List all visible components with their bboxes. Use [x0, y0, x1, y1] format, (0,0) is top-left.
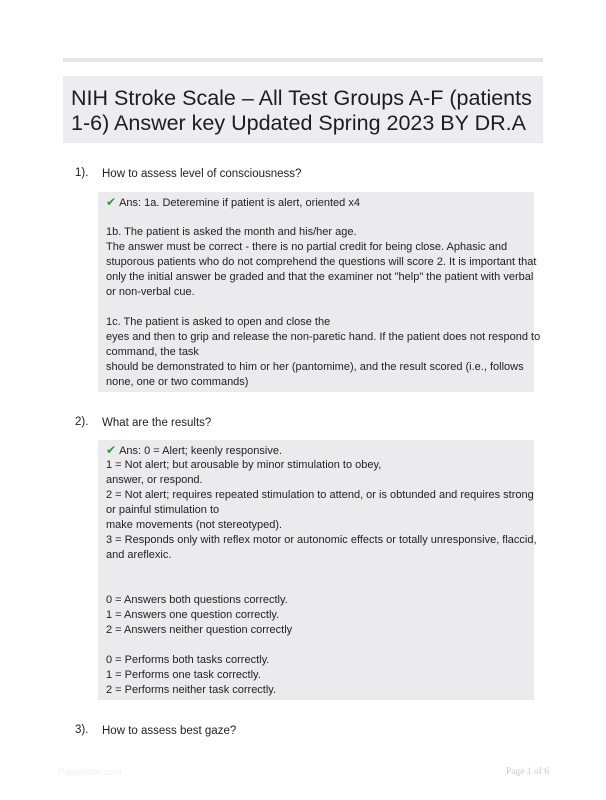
answer-line: eyes and then to grip and release the non-paretic hand. If the patient does not respond to: [106, 331, 541, 343]
answer-line: or painful stimulation to: [106, 504, 220, 516]
answer-line: ✔ Ans: 0 = Alert; keenly responsive.: [106, 443, 283, 457]
answer-box: [98, 440, 537, 700]
question-number: 2).: [75, 416, 89, 428]
page-number: Page 1 of 6: [506, 767, 550, 777]
question-text: What are the results?: [102, 417, 212, 429]
answer-line: The answer must be correct - there is no partial credit for being close. Aphasic and: [106, 241, 508, 253]
answer-line: 2 = Answers neither question correctly: [106, 624, 293, 636]
answer-line: and areflexic.: [106, 549, 172, 561]
answer-line: 1 = Performs one task correctly.: [106, 669, 261, 681]
answer-line: 1 = Answers one question correctly.: [106, 609, 280, 621]
answer-line: ✔ Ans: 1a. Deteremine if patient is alert, oriented x4: [106, 195, 360, 209]
question-text: How to assess best gaze?: [102, 725, 237, 737]
title-box: [63, 76, 543, 143]
checkmark-icon: ✔: [106, 195, 117, 209]
answer-line: only the initial answer be graded and that the examiner not "help" the patient with verbal: [106, 271, 534, 283]
answer-line: command, the task: [106, 346, 199, 358]
top-divider: [63, 58, 543, 62]
answer-line: 2 = Not alert; requires repeated stimulation to attend, or is obtunded and requires strong: [106, 489, 534, 501]
answer-line: should be demonstrated to him or her (pantomime), and the result scored (i.e., follows: [106, 361, 524, 373]
question-text: How to assess level of consciousness?: [102, 168, 302, 180]
answer-line: 0 = Answers both questions correctly.: [106, 594, 288, 606]
answer-line: or non-verbal cue.: [106, 286, 195, 298]
answer-line: 1b. The patient is asked the month and his/her age.: [106, 226, 357, 238]
answer-line: stuporous patients who do not comprehend the questions will score 2. It is important that: [106, 256, 537, 268]
answer-box: [98, 192, 541, 392]
document-title: NIH Stroke Scale – All Test Groups A-F (patients 1-6) Answer key Updated Spring 2023 BY DR.A: [71, 86, 532, 135]
answer-line: 1 = Not alert; but arousable by minor stimulation to obey,: [106, 459, 382, 471]
question-number: 1).: [75, 167, 89, 179]
answer-line: 3 = Responds only with reflex motor or autonomic effects or totally unresponsive, flaccid,: [106, 534, 537, 546]
answer-line: 0 = Performs both tasks correctly.: [106, 654, 270, 666]
question-number: 3).: [75, 724, 89, 736]
answer-line: 2 = Performs neither task correctly.: [106, 684, 277, 696]
answer-line: 1c. The patient is asked to open and close the: [106, 316, 331, 328]
answer-line: answer, or respond.: [106, 474, 203, 486]
answer-line: none, one or two commands): [106, 376, 249, 388]
footer-site-watermark: Paperfilter.com: [58, 767, 122, 778]
answer-line: make movements (not stereotyped).: [106, 519, 283, 531]
checkmark-icon: ✔: [106, 443, 117, 457]
